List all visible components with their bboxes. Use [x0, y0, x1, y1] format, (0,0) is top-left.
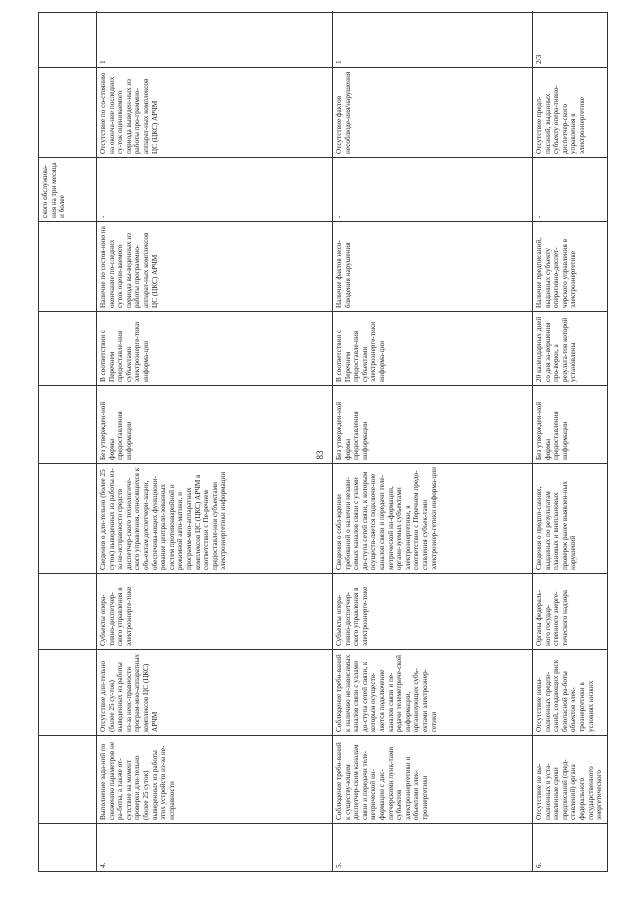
- information-cell: Сведения о предпи-саниях, выданных по результатам плановых и внеплановых проверок ранее выявлен-ных нарушений: [533, 463, 607, 573]
- rotated-table: [38, 12, 608, 872]
- header-cell-4: [39, 463, 96, 573]
- deadline-cell: 20 календарных дней со дня за-вершения про-верки, а результа-тов которой установлены: [533, 311, 607, 385]
- header-cell-9: [39, 67, 96, 157]
- subject-cell: Органы федераль-ного государ-ственного энерге-тического надзора: [533, 573, 607, 649]
- score-cell: 1: [335, 60, 343, 64]
- header-cell-2: [39, 649, 96, 735]
- criterion-cell: Выполнение зада-ний по снижению параметров не ра-боты, а также от-сутствие на момент проверки дли-тельно (более 25 суток) выведенных из работы этих устройств из-за не-исправности: [97, 735, 332, 823]
- header-cell-3: [39, 573, 96, 649]
- table-row: [533, 11, 607, 871]
- header-cell-8: ского обслужива-ния на три месяца и более: [39, 157, 96, 221]
- score-cell: 2/3: [535, 54, 543, 64]
- dash-cell: -: [97, 157, 332, 221]
- indicator-cell: Отсутствие дли-тельно (более 25 су-ток) выведенных из работы из-за неис-правности програм-мно-аппаратных комплексов ЦС (ЦКС) АРЧМ: [97, 649, 332, 735]
- table-row: [333, 11, 533, 871]
- form-cell: Без утвержден-ной формы предоставления информации: [333, 385, 532, 463]
- violation-cell: Наличие фактов несо-блюдения нарушения: [333, 221, 532, 311]
- information-cell: Сведения о дли-тельно (более 25 суток) выведенных из работы из-за не-исправности средств диспетчер-ского технологиче-ского управления, относящихся к объ-ектам диспетчери-зации, обеспечива-ющих функциони-рование централи-зованных систем противоаварийной и режимной авто-матики, и программ-мно-аппаратных комплексов ЦС (ЦКС) АРЧМ в соответствии с Пе-речнем предоставле-ния субъектами электроэнергетики информации: [97, 463, 332, 573]
- header-cell-1: [39, 735, 96, 823]
- header-cell-10: [39, 11, 96, 67]
- table-header-row: [39, 11, 97, 871]
- dash-cell: -: [333, 157, 532, 221]
- row-number: 5.: [333, 823, 532, 871]
- header-cell-5: [39, 385, 96, 463]
- indicator-cell: Соблюдение требо-ваний к наличию не-зависимых каналов связи с узлами до-ступа сетей связи, к которым осуществ-ляется подключение каналов связи и пе-редачи телеметриче-ской информации, организующих субъ-ектами электроэнер-гетики: [333, 649, 532, 735]
- dash-cell: -: [533, 157, 607, 221]
- indicator-cell: Отсутствие невы-полненных предпи-саний, создающих риск безопасной ра-боты объектов элек-троэнергетики в условиях низких: [533, 649, 607, 735]
- subject-cell: Субъекты опера-тивно-диспетчер-ского управления в электроэнерге-тике: [97, 573, 332, 649]
- deadline-cell: В соответствии с Перечнем предоставле-ния субъектами электроэнерге-тики информа-ции: [97, 311, 332, 385]
- absence-cell: Отсутствие фактов несоблюде-ния/нарушения: [333, 67, 532, 157]
- information-cell: Сведения о собл-юдении требований о наличии незави-симых каналов связи с узлами до-ступа сетей связи, к которым осуществ-ляется подключе-ние каналов связи и передачи теле-метрической ин-формации, органи-зуемых субъектами электроэнергетики, в соответствии с Перечнем предо-ставления субъек-тами электроэнер-гетики информа-ции: [333, 463, 532, 573]
- form-cell: Без утвержден-ной формы предоставления информации: [533, 385, 607, 463]
- absence-cell: Отсутствие предп-писаний, выданных субъекту опера-тивно-диспетчер-ского управления в электроэнергетике: [533, 67, 607, 157]
- page-number: 83: [315, 450, 325, 460]
- header-cell-num: [39, 823, 96, 871]
- criterion-cell: Соблюдение требо-ваний к существу-ющим диспетчер-ским каналам связи и передачи теле-метрической ин-формации с дис-петчерскими пунк-тами субъектов электроэнергетики и объектами элек-троэнергетики: [333, 735, 532, 823]
- score-cell: 1: [99, 60, 107, 64]
- criterion-cell: Отсутствие не вы-полненных в уста-новленные сроки предписаний (пред-ставлений) органа федерального государственного энергетического: [533, 735, 607, 823]
- deadline-cell: В соответствии с Перечнем предоставле-ния субъектами электроэнерге-тики информа-ции: [333, 311, 532, 385]
- violation-cell: Наличие по состоя-нию на окончание по-следних суток оцени-ваемого периода вы-веденных из работы программно-аппарат-ных комплексов ЦС (ЦКС) АРЧМ: [97, 221, 332, 311]
- row-number: 4.: [97, 823, 332, 871]
- header-cell-7: [39, 221, 96, 311]
- header-cell-6: [39, 311, 96, 385]
- violation-cell: Наличие предписаний, выданных субъекту оперативно-диспет-черского управления в электроэнергетике: [533, 221, 607, 311]
- absence-cell: Отсутствие по со-стоянию на оконча-ние последних су-ток оцениваемого периода выведен-ных из работы про-граммно-аппарат-ных комплексов ЦС (ЦКС) АРЧМ: [97, 67, 332, 157]
- row-number: 6.: [533, 823, 607, 871]
- form-cell: Без утвержден-ной формы предоставления информации: [97, 385, 332, 463]
- subject-cell: Субъекты опера-тивно-диспетчер-ского управления в электроэнерге-тике: [333, 573, 532, 649]
- table-row: [97, 11, 333, 871]
